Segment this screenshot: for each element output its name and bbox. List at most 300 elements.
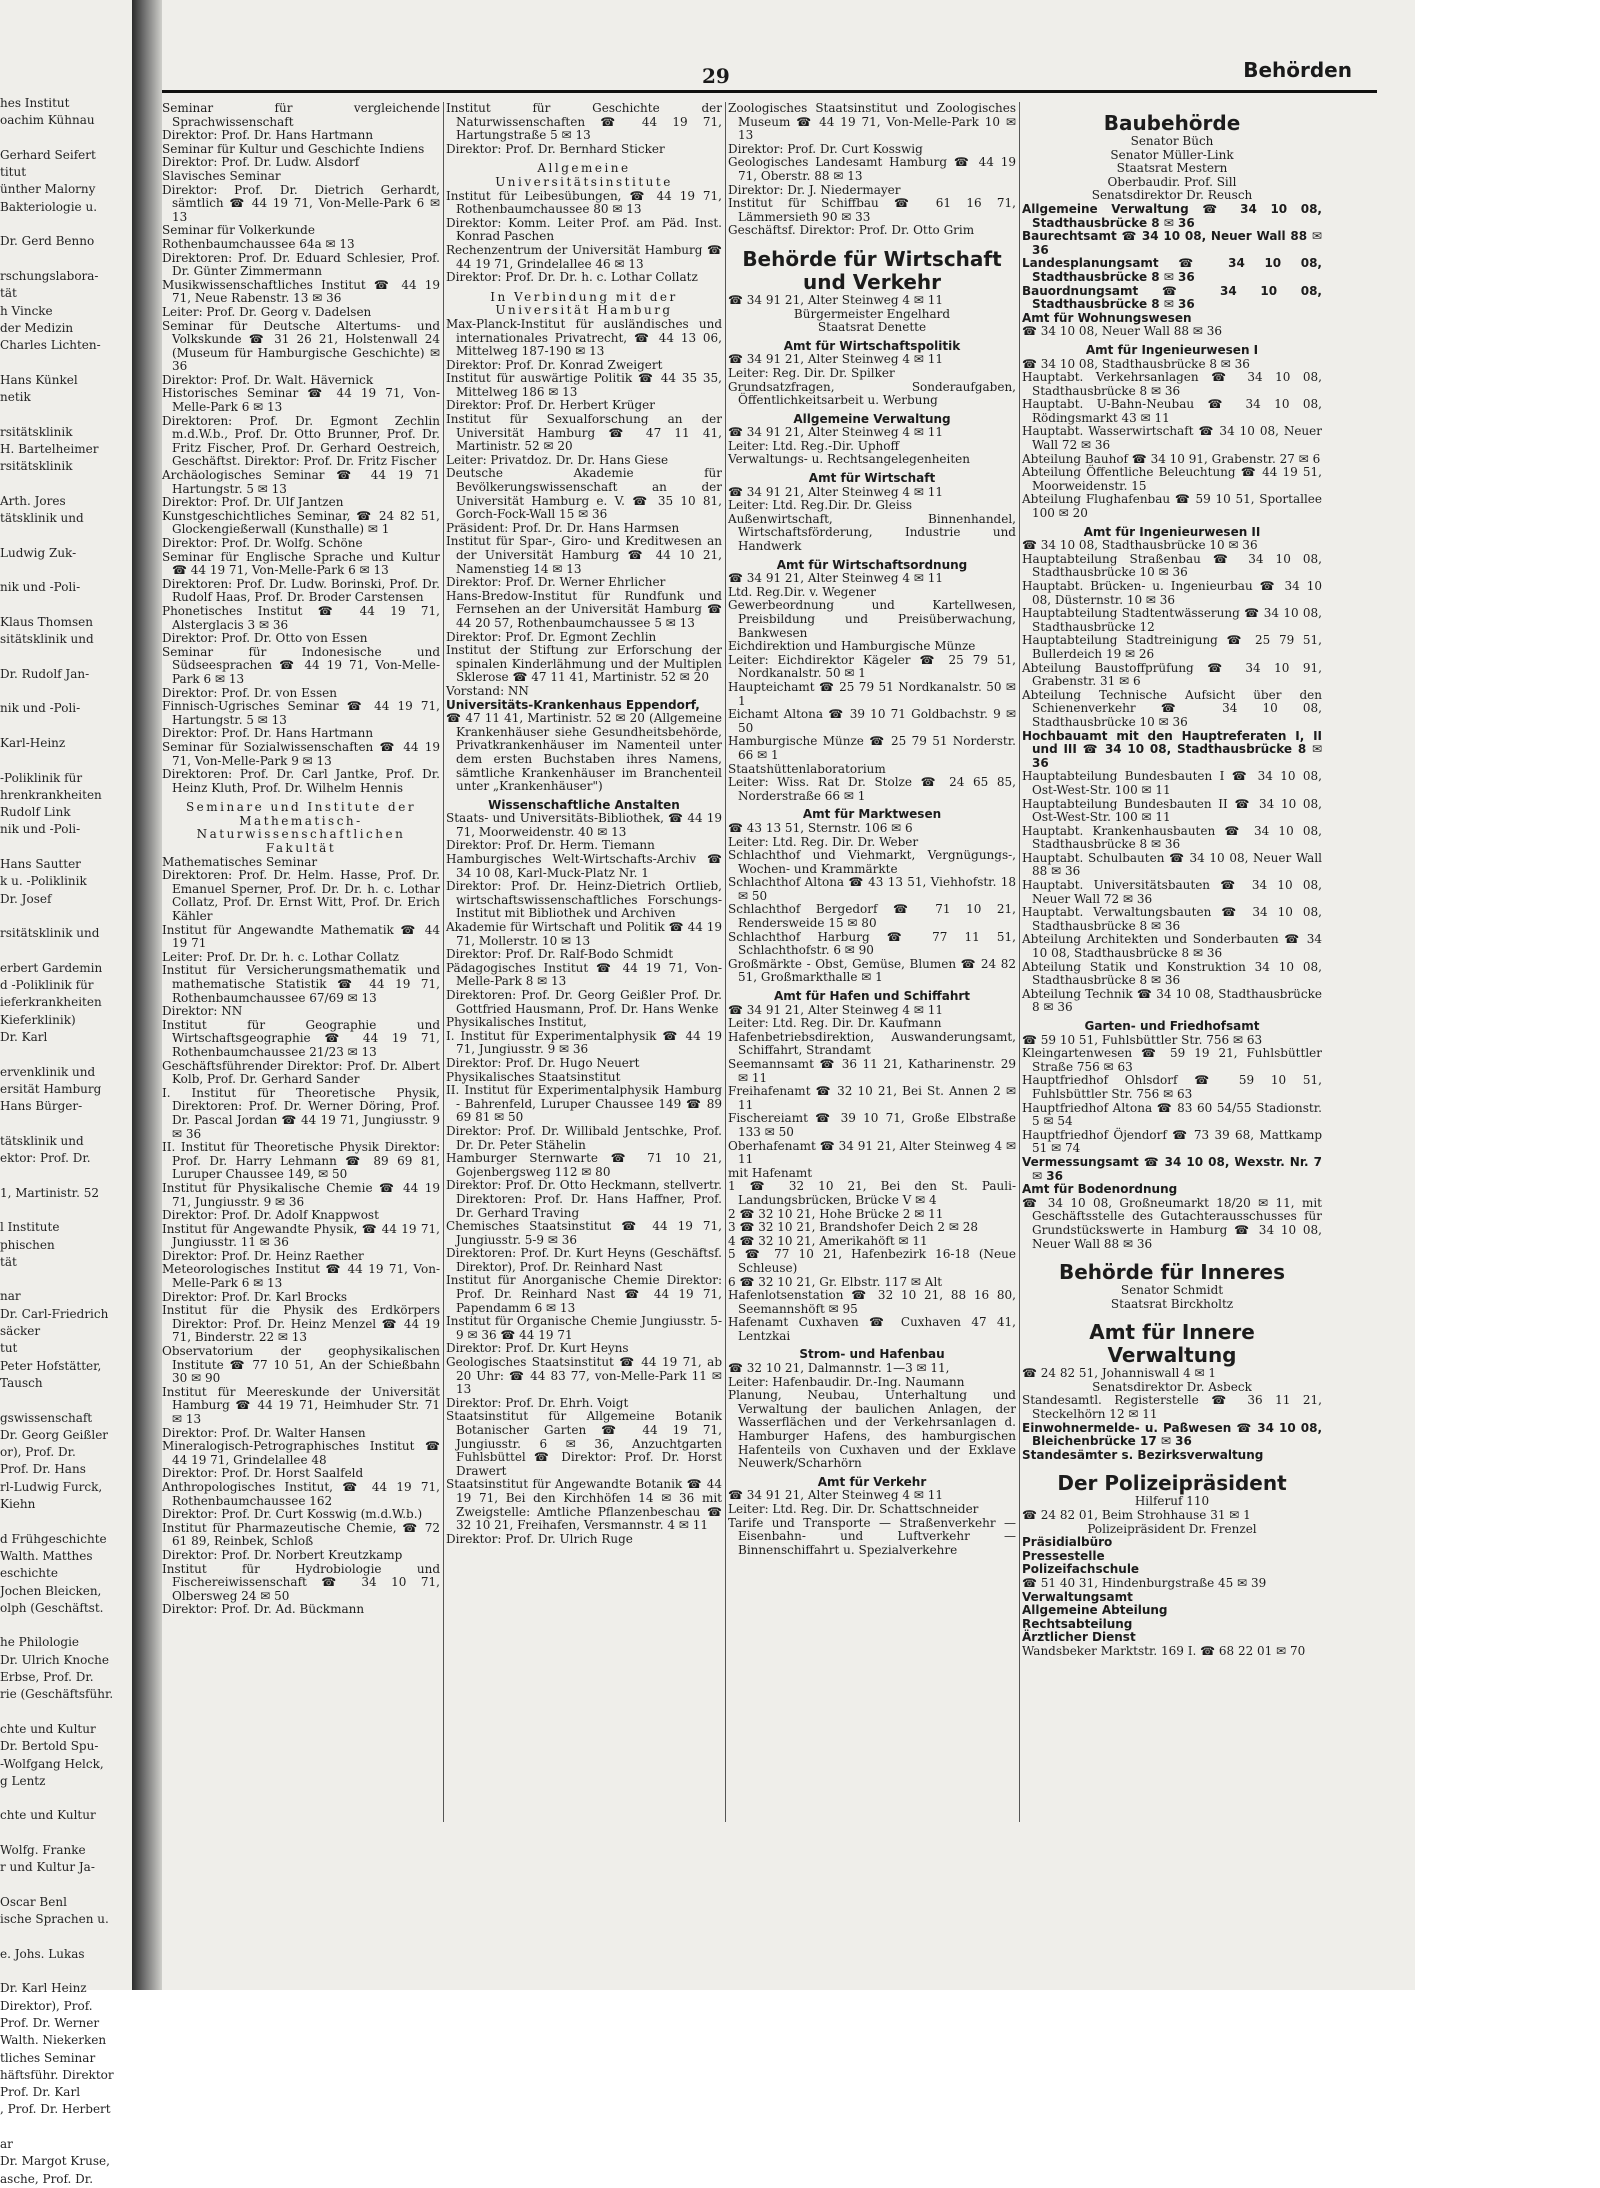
fragment-line: Jochen Bleicken,	[0, 1583, 102, 1598]
directory-entry: Direktor: Prof. Dr. Curt Kosswig	[728, 141, 923, 156]
directory-entry: Staatsinstitut für Allgemeine Botanik Botanischer Garten ☎ 44 19 71, Jungiusstr. 6 ✉ 36, Anzuchtgarten Fuhlsbüttel ☎ Direktor: Prof. Dr. Horst Drawert	[446, 1409, 722, 1478]
fragment-line: Charles Lichten-	[0, 338, 101, 353]
directory-entry: Anthropologisches Institut, ☎ 44 19 71, Rothenbaumchaussee 162	[162, 1479, 440, 1508]
directory-entry: Geologisches Landesamt Hamburg ☎ 44 19 71, Oberstr. 88 ✉ 13	[728, 155, 1016, 183]
section-heading: Amt für Verkehr	[817, 1474, 927, 1489]
directory-entry: ☎ 47 11 41, Martinistr. 52 ✉ 20 (Allgemeine Krankenhäuser siehe Gesundheitsbehörde, Privatkrankenhäuser im Namenteil unter dem ersten Buchstaben ihres Namens, sämtliche Krankenhäuser im Branchenteil unter „Krankenhäuser")	[446, 711, 722, 794]
column-rule	[725, 102, 726, 1822]
directory-entry: Institut für Pharmazeutische Chemie, ☎ 72 61 89, Reinbek, Schloß	[162, 1520, 440, 1549]
directory-entry: Leiter: Prof. Dr. Dr. h. c. Lothar Collatz	[162, 949, 399, 964]
directory-entry-bold: Polizeifachschule	[1022, 1562, 1140, 1577]
directory-entry-bold: Bauordnungsamt ☎ 34 10 08, Stadthausbrücke 8 ✉ 36	[1022, 283, 1322, 312]
directory-entry: Abteilung Bauhof ☎ 34 10 91, Grabenstr. 27 ✉ 6	[1022, 451, 1321, 466]
fragment-line: H. Bartelheimer	[0, 441, 99, 456]
directory-entry: Direktor: Prof. Dr. Werner Ehrlicher	[446, 575, 666, 590]
fragment-line: e. Johs. Lukas	[0, 1946, 85, 1961]
directory-entry-bold: Universitäts-Krankenhaus Eppendorf,	[446, 697, 700, 712]
directory-entry: Hauptabteilung Stadtentwässerung ☎ 34 10 08, Stadthausbrücke 12	[1022, 606, 1322, 634]
fragment-line: Hans Sautter	[0, 857, 81, 872]
directory-entry: Hauptabt. Wasserwirtschaft ☎ 34 10 08, Neuer Wall 72 ✉ 36	[1022, 424, 1322, 453]
fragment-line: 1, Martinistr. 52	[0, 1185, 99, 1200]
fragment-line: Dr. Karl Heinz	[0, 1981, 87, 1996]
directory-entry: Eichamt Altona ☎ 39 10 71 Goldbachstr. 9 ✉ 50	[728, 707, 1016, 735]
directory-entry: Hauptabt. Verwaltungsbauten ☎ 34 10 08, Stadthausbrücke 8 ✉ 36	[1022, 905, 1322, 933]
directory-entry: Institut der Stiftung zur Erforschung der spinalen Kinderlähmung und der Multiplen Sklerose ☎ 47 11 41, Martinistr. 52 ✉ 20	[446, 643, 722, 685]
fragment-line	[0, 1046, 132, 1063]
fragment-line: netik	[0, 390, 31, 405]
spaced-section-heading: In Verbindung mit der Universität Hamburg	[490, 289, 678, 318]
fragment-line	[0, 718, 132, 735]
directory-entry: Eichdirektion und Hamburgische Münze	[728, 639, 976, 654]
fragment-line	[0, 1704, 132, 1721]
directory-entry: Archäologisches Seminar ☎ 44 19 71 Hartungstr. 5 ✉ 13	[162, 468, 440, 496]
section-heading: Allgemeine Verwaltung	[793, 411, 951, 426]
fragment-line	[0, 1271, 132, 1288]
official-name: Oberbaudir. Prof. Sill	[1107, 174, 1237, 189]
directory-entry: ☎ 32 10 21, Dalmannstr. 1—3 ✉ 11,	[728, 1361, 950, 1376]
fragment-line: eschichte	[0, 1566, 58, 1581]
directory-entry: Direktor: Prof. Dr. Norbert Kreutzkamp	[162, 1547, 403, 1562]
page-number: 29	[702, 64, 730, 88]
directory-entry: Institut für Organische Chemie Jungiusstr. 5-9 ✉ 36 ☎ 44 19 71	[446, 1314, 722, 1342]
fragment-line: ersität Hamburg	[0, 1081, 102, 1096]
directory-entry-bold: Verwaltungsamt	[1022, 1589, 1133, 1604]
fragment-line: rschungslabora-	[0, 268, 99, 283]
directory-entry: Direktor: Komm. Leiter Prof. am Päd. Inst. Konrad Paschen	[446, 215, 722, 244]
directory-entry: ☎ 34 10 08, Großneumarkt 18/20 ✉ 11, mit Geschäftsstelle des Gutachterausschusses für Grundstückswerte in Hamburg ☎ 34 10 08, Neuer Wall 88 ✉ 36	[1022, 1195, 1322, 1251]
authority-heading: Behörde für Wirtschaft und Verkehr	[742, 246, 1002, 294]
column-2	[446, 102, 722, 1546]
header-rule	[162, 90, 1377, 93]
section-heading: Amt für Wirtschaftsordnung	[776, 557, 968, 572]
directory-entry: Hafenamt Cuxhaven ☎ Cuxhaven 47 41, Lentzkai	[728, 1315, 1016, 1343]
directory-entry: Direktor: Prof. Dr. Adolf Knappwost	[162, 1208, 379, 1223]
fragment-line	[0, 354, 132, 371]
directory-entry: Direktor: Prof. Dr. Ehrh. Voigt	[446, 1395, 629, 1410]
fragment-line: asche, Prof. Dr.	[0, 2171, 94, 2186]
fragment-line: he Philologie	[0, 1635, 80, 1650]
section-heading: Amt für Marktwesen	[802, 807, 942, 822]
directory-entry-bold: Allgemeine Abteilung	[1022, 1603, 1168, 1618]
directory-entry: 4 ☎ 32 10 21, Amerikahöft ✉ 11	[728, 1233, 928, 1248]
directory-entry: Hans-Bredow-Institut für Rundfunk und Fernsehen an der Universität Hamburg ☎ 44 20 57, Rothenbaumchaussee 5 ✉ 13	[446, 588, 722, 630]
directory-entry: ☎ 34 91 21, Alter Steinweg 4 ✉ 11	[728, 292, 943, 307]
section-heading: Amt für Hafen und Schiffahrt	[773, 989, 971, 1004]
fragment-line	[0, 2119, 132, 2136]
directory-entry: Institut für Geschichte der Naturwissenschaften ☎ 44 19 71, Hartungstraße 5 ✉ 13	[446, 101, 722, 143]
directory-entry: Institut für Anorganische Chemie Direktor: Prof. Dr. Reinhard Nast ☎ 44 19 71, Papendamm 6 ✉ 13	[446, 1273, 722, 1315]
directory-entry: Direktor: Prof. Dr. Ludw. Alsdorf	[162, 155, 360, 170]
directory-entry-bold: Einwohnermelde- u. Paßwesen ☎ 34 10 08, Bleichenbrücke 17 ✉ 36	[1022, 1420, 1322, 1449]
section-heading: Wissenschaftliche Anstalten	[488, 797, 680, 812]
directory-entry: Direktor: Prof. Dr. Otto Heckmann, stellvertr. Direktoren: Prof. Dr. Hans Haffner, Prof. Dr. Gerhard Traving	[446, 1178, 722, 1220]
directory-entry: Leiter: Ltd. Reg. Dir. Dr. Schattschneider	[728, 1502, 979, 1516]
directory-entry: Institut für Angewandte Mathematik ☎ 44 19 71	[162, 922, 440, 951]
official-name: Senator Schmidt	[1120, 1283, 1224, 1298]
directory-entry: Institut für Sexualforschung an der Universität Hamburg ☎ 47 11 41, Martinistr. 52 ✉ 20	[446, 412, 722, 454]
directory-entry: Wandsbeker Marktstr. 169 I. ☎ 68 22 01 ✉ 70	[1022, 1643, 1306, 1658]
fragment-line	[0, 1167, 132, 1184]
fragment-line: Oscar Benl	[0, 1894, 67, 1909]
official-name: Bürgermeister Engelhard	[793, 306, 951, 321]
directory-entry: Hamburgisches Welt-Wirtschafts-Archiv ☎ 34 10 08, Karl-Muck-Platz Nr. 1	[446, 852, 722, 880]
directory-entry: Abteilung Baustoffprüfung ☎ 34 10 91, Grabenstr. 31 ✉ 6	[1022, 660, 1322, 689]
fragment-line: g Lentz	[0, 1773, 46, 1788]
directory-entry: Direktor: Prof. Dr. Dr. h. c. Lothar Collatz	[446, 270, 698, 285]
directory-entry: Observatorium der geophysikalischen Institute ☎ 77 10 51, An der Schießbahn 30 ✉ 90	[162, 1344, 440, 1386]
directory-entry: Direktor: Prof. Dr. Herm. Tiemann	[446, 838, 655, 853]
directory-entry: Hauptabteilung Straßenbau ☎ 34 10 08, Stadthausbrücke 10 ✉ 36	[1022, 551, 1322, 580]
directory-entry: Mineralogisch-Petrographisches Institut ☎ 44 19 71, Grindelallee 48	[162, 1439, 440, 1467]
fragment-line: Kiehn	[0, 1497, 36, 1512]
directory-entry: Direktor: Prof. Dr. Heinz Raether	[162, 1248, 364, 1263]
directory-entry-bold: Präsidialbüro	[1022, 1535, 1113, 1550]
directory-entry-bold: Standesämter s. Bezirksverwaltung	[1022, 1447, 1264, 1462]
directory-entry: Leiter: Ltd. Reg.Dir. Dr. Gleiss	[728, 498, 913, 513]
fragment-line	[0, 1963, 132, 1980]
official-name: Senator Müller-Link	[1110, 147, 1234, 162]
directory-entry: Abteilung Flughafenbau ☎ 59 10 51, Sportallee 100 ✉ 20	[1022, 492, 1322, 521]
fragment-line: Dr. Margot Kruse,	[0, 2154, 110, 2169]
directory-entry: Abteilung Architekten und Sonderbauten ☎ 34 10 08, Stadthausbrücke 8 ✉ 36	[1022, 932, 1322, 961]
fragment-line: ervenklinik und	[0, 1064, 96, 1079]
fragment-line: rie (Geschäftsführ.	[0, 1687, 114, 1702]
directory-entry: Außenwirtschaft, Binnenhandel, Wirtschaftsförderung, Industrie und Handwerk	[728, 511, 1016, 554]
directory-entry: Freihafenamt ☎ 32 10 21, Bei St. Annen 2 ✉ 11	[728, 1084, 1016, 1112]
directory-entry: ☎ 43 13 51, Sternstr. 106 ✉ 6	[728, 820, 913, 835]
directory-entry: ☎ 34 91 21, Alter Steinweg 4 ✉ 11	[728, 1488, 943, 1503]
directory-entry: Leiter: Wiss. Rat Dr. Stolze ☎ 24 65 85, Norderstraße 66 ✉ 1	[728, 775, 1016, 803]
fragment-line: Gerhard Seifert	[0, 147, 96, 162]
directory-entry: Leiter: Reg. Dir. Dr. Spilker	[728, 365, 895, 380]
directory-entry: Schlachthof Bergedorf ☎ 71 10 21, Rendersweide 15 ✉ 80	[728, 902, 1016, 931]
fragment-line: Erbse, Prof. Dr.	[0, 1670, 94, 1685]
running-head: Behörden	[1243, 58, 1352, 82]
directory-entry: Seminar für Volkerkunde	[162, 223, 315, 238]
directory-entry: 3 ☎ 32 10 21, Brandshofer Deich 2 ✉ 28	[728, 1220, 979, 1235]
fragment-line: k u. -Poliklinik	[0, 874, 87, 889]
fragment-line	[0, 943, 132, 960]
directory-entry: Hauptabt. Universitätsbauten ☎ 34 10 08, Neuer Wall 72 ✉ 36	[1022, 878, 1322, 906]
directory-entry: Institut für Spar-, Giro- und Kreditwesen an der Universität Hamburg ☎ 44 10 21, Namenstieg 14 ✉ 13	[446, 534, 722, 576]
directory-entry: Direktor: Prof. Dr. Hans Hartmann	[162, 128, 374, 143]
fragment-line	[0, 597, 132, 614]
official-name: Staatsrat Mestern	[1116, 161, 1228, 176]
directory-entry: ☎ 34 10 08, Neuer Wall 88 ✉ 36	[1022, 324, 1222, 339]
fragment-line: Rudolf Link	[0, 805, 71, 820]
directory-entry: Mathematisches Seminar	[162, 854, 318, 869]
fragment-line	[0, 1202, 132, 1219]
directory-entry: Fischereiamt ☎ 39 10 71, Große Elbstraße 133 ✉ 50	[728, 1111, 1016, 1139]
directory-entry: Haupteichamt ☎ 25 79 51 Nordkanalstr. 50 ✉ 1	[728, 679, 1016, 708]
previous-page-fragment	[0, 95, 132, 2186]
fragment-line: phischen	[0, 1237, 55, 1252]
fragment-line: ische Sprachen u.	[0, 1912, 109, 1927]
fragment-line: Bakteriologie u.	[0, 199, 98, 214]
fragment-line: nik und -Poli-	[0, 822, 81, 837]
directory-entry: Hafenlotsenstation ☎ 32 10 21, 88 16 80, Seemannshöft ✉ 95	[728, 1288, 1016, 1316]
directory-entry: Akademie für Wirtschaft und Politik ☎ 44 19 71, Mollerstr. 10 ✉ 13	[446, 920, 722, 948]
fragment-line: tätsklinik und	[0, 511, 84, 526]
directory-entry: Seminar für Englische Sprache und Kultur ☎ 44 19 71, Von-Melle-Park 6 ✉ 13	[162, 549, 440, 578]
directory-entry: Max-Planck-Institut für ausländisches und internationales Privatrecht, ☎ 44 13 06, Mittelweg 187-190 ✉ 13	[446, 316, 722, 359]
fragment-line: tut	[0, 1341, 18, 1356]
directory-entry: Direktor: Prof. Dr. Karl Brocks	[162, 1289, 347, 1304]
directory-entry: Institut für Schiffbau ☎ 61 16 71, Lämmersieth 90 ✉ 33	[728, 196, 1016, 224]
fragment-line: Dr. Rudolf Jan-	[0, 666, 90, 681]
directory-entry: Hauptfriedhof Altona ☎ 83 60 54/55 Stadionstr. 5 ✉ 54	[1022, 1100, 1322, 1129]
directory-entry: Direktor: Prof. Dr. Konrad Zweigert	[446, 357, 663, 372]
directory-entry: Zoologisches Staatsinstitut und Zoologisches Museum ☎ 44 19 71, Von-Melle-Park 10 ✉ 13	[728, 101, 1016, 143]
official-name: Senatsdirektor Dr. Asbeck	[1092, 1379, 1252, 1394]
fragment-line: sitätsklinik und	[0, 632, 94, 647]
directory-entry: Planung, Neubau, Unterhaltung und Verwaltung der baulichen Anlagen, der Wasserflächen und der Verkehrsanlagen d. Hamburger Hafens, des hamburgischen Hafenteils von Cuxhaven und der Exklave Neuwerk/Scharhörn	[728, 1388, 1016, 1471]
directory-entry: Pädagogisches Institut ☎ 44 19 71, Von-Melle-Park 8 ✉ 13	[446, 960, 722, 989]
directory-entry: ☎ 34 91 21, Alter Steinweg 4 ✉ 11	[728, 352, 943, 367]
directory-entry: Verwaltungs- u. Rechtsangelegenheiten	[728, 452, 971, 467]
directory-entry: 1 ☎ 32 10 21, Bei den St. Pauli-Landungsbrücken, Brücke V ✉ 4	[728, 1179, 1016, 1207]
fragment-line: hes Institut	[0, 96, 70, 110]
directory-entry: Geschäftsführender Direktor: Prof. Dr. Albert Kolb, Prof. Dr. Gerhard Sander	[162, 1058, 440, 1087]
fragment-line: -Poliklinik für	[0, 770, 83, 785]
directory-entry: mit Hafenamt	[728, 1165, 813, 1180]
fragment-line	[0, 130, 132, 147]
section-heading: Amt für Ingenieurwesen I	[1085, 342, 1259, 357]
directory-entry: ☎ 34 91 21, Alter Steinweg 4 ✉ 11	[728, 571, 943, 586]
directory-entry: Abteilung Statik und Konstruktion 34 10 08, Stadthausbrücke 8 ✉ 36	[1022, 959, 1322, 988]
directory-entry-bold: Allgemeine Verwaltung ☎ 34 10 08, Stadthausbrücke 8 ✉ 36	[1022, 201, 1322, 230]
directory-entry: Chemisches Staatsinstitut ☎ 44 19 71, Jungiusstr. 5-9 ✉ 36	[446, 1219, 722, 1247]
directory-entry: Seminar für Indonesische und Südseesprachen ☎ 44 19 71, Von-Melle-Park 6 ✉ 13	[162, 644, 440, 686]
directory-entry: Hauptabteilung Bundesbauten II ☎ 34 10 08, Ost-West-Str. 100 ✉ 11	[1022, 796, 1322, 825]
fragment-line: hrenkrankheiten	[0, 787, 102, 802]
official-name: Polizeipräsident Dr. Frenzel	[1087, 1521, 1257, 1536]
directory-entry-bold: Hochbauamt mit den Hauptreferaten I, II und III ☎ 34 10 08, Stadthausbrücke 8 ✉ 36	[1022, 728, 1322, 770]
spaced-section-heading: Allgemeine Universitätsinstitute	[495, 161, 673, 189]
directory-entry-bold: Rechtsabteilung	[1022, 1616, 1133, 1631]
directory-entry: Gewerbeordnung und Kartellwesen, Preisbildung und Preisüberwachung, Bankwesen	[728, 598, 1016, 640]
spaced-section-heading: Seminare und Institute der Mathematisch-Naturwissenschaftlichen Fakultät	[185, 800, 417, 856]
fragment-line	[0, 1617, 132, 1634]
fragment-line: -Wolfgang Helck,	[0, 1756, 104, 1771]
fragment-line	[0, 1877, 132, 1894]
fragment-line	[0, 476, 132, 493]
column-3	[728, 102, 1016, 1557]
fragment-line	[0, 1513, 132, 1530]
fragment-line	[0, 839, 132, 856]
column-rule	[1019, 102, 1020, 1822]
directory-entry: Historisches Seminar ☎ 44 19 71, Von-Melle-Park 6 ✉ 13	[162, 386, 440, 415]
authority-heading: Amt für Innere Verwaltung	[1089, 1320, 1255, 1368]
directory-entry: Direktor: Prof. Dr. Walter Hansen	[162, 1425, 366, 1440]
directory-entry: Institut für Meereskunde der Universität Hamburg ☎ 44 19 71, Heimhuder Str. 71 ✉ 13	[162, 1384, 440, 1426]
fragment-line	[0, 216, 132, 233]
directory-entry: Vorstand: NN	[446, 683, 529, 698]
fragment-line: r und Kultur Ja-	[0, 1860, 95, 1875]
authority-heading: Baubehörde	[1103, 111, 1241, 135]
fragment-line: chte und Kultur	[0, 1808, 96, 1823]
fragment-line: ektor: Prof. Dr.	[0, 1151, 91, 1166]
directory-entry: Seemannsamt ☎ 36 11 21, Katharinenstr. 29 ✉ 11	[728, 1057, 1016, 1085]
section-heading: Amt für Ingenieurwesen II	[1083, 524, 1261, 539]
fragment-line: Kieferklinik)	[0, 1012, 76, 1027]
directory-entry: Direktor: Dr. J. Niedermayer	[728, 182, 901, 197]
directory-entry: ☎ 24 82 51, Johanniswall 4 ✉ 1	[1022, 1366, 1217, 1381]
official-name: Staatsrat Denette	[817, 320, 927, 335]
section-heading: Amt für Wirtschaftspolitik	[783, 338, 961, 353]
fragment-line: tliches Seminar	[0, 2050, 96, 2065]
directory-entry: ☎ 34 10 08, Stadthausbrücke 8 ✉ 36	[1022, 356, 1250, 371]
directory-entry: Direktor: Prof. Dr. Otto von Essen	[162, 631, 368, 646]
fragment-line	[0, 251, 132, 268]
directory-entry: Schlachthof und Viehmarkt, Vergnügungs-, Wochen- und Krammärkte	[728, 848, 1016, 876]
fragment-line	[0, 1928, 132, 1945]
directory-entry: Direktor: NN	[162, 1004, 243, 1019]
fragment-line: , Prof. Dr. Herbert	[0, 2102, 111, 2117]
directory-entry: Leiter: Privatdoz. Dr. Dr. Hans Giese	[446, 452, 669, 467]
directory-entry: Direktor: Prof. Dr. Bernhard Sticker	[446, 141, 665, 156]
fragment-line: Dr. Gerd Benno	[0, 234, 95, 249]
directory-entry: Direktor: Prof. Dr. Curt Kosswig (m.d.W.b.)	[162, 1507, 423, 1522]
fragment-line: Direktor), Prof.	[0, 1998, 93, 2013]
directory-entry: Institut für Angewandte Physik, ☎ 44 19 71, Jungiusstr. 11 ✉ 36	[162, 1221, 440, 1250]
directory-entry: Direktor: Prof. Dr. Dietrich Gerhardt, sämtlich ☎ 44 19 71, Von-Melle-Park 6 ✉ 13	[162, 182, 440, 224]
directory-entry: 6 ☎ 32 10 21, Gr. Elbstr. 117 ✉ Alt	[728, 1274, 943, 1289]
directory-entry: Leiter: Ltd. Reg.-Dir. Uphoff	[728, 438, 899, 453]
directory-entry: I. Institut für Experimentalphysik ☎ 44 19 71, Jungiusstr. 9 ✉ 36	[446, 1028, 722, 1057]
directory-entry: ☎ 59 10 51, Fuhlsbüttler Str. 756 ✉ 63	[1022, 1032, 1263, 1047]
fragment-line	[0, 649, 132, 666]
column-1	[162, 102, 440, 1617]
directory-entry-bold: Ärztlicher Dienst	[1022, 1630, 1136, 1645]
fragment-line: rsitätsklinik	[0, 424, 73, 439]
fragment-line: Prof. Dr. Karl	[0, 2085, 81, 2100]
official-name: Hilferuf 110	[1134, 1494, 1210, 1509]
fragment-line: tät	[0, 1254, 17, 1269]
fragment-line: olph (Geschäftst.	[0, 1600, 104, 1615]
fragment-line: Peter Hofstätter,	[0, 1358, 102, 1373]
directory-entry: Kunstgeschichtliches Seminar, ☎ 24 82 51, Glockengießerwall (Kunsthalle) ✉ 1	[162, 508, 440, 537]
fragment-line: Dr. Bertold Spu-	[0, 1739, 99, 1754]
fragment-line: Dr. Carl-Friedrich	[0, 1306, 109, 1321]
directory-entry: Tarife und Transporte — Straßenverkehr — Eisenbahn- und Luftverkehr — Binnenschiffahrt u. Spezialverkehre	[728, 1515, 1016, 1557]
directory-entry: Direktor: Prof. Dr. Willibald Jentschke, Prof. Dr. Dr. Peter Stähelin	[446, 1123, 722, 1152]
directory-entry: Direktoren: Prof. Dr. Egmont Zechlin m.d.W.b., Prof. Dr. Otto Brunner, Prof. Dr. Fritz Fischer, Prof. Dr. Gerhard Oestreich, Geschäftst. Direktor: Prof. Dr. Fritz Fischer	[162, 413, 440, 469]
directory-entry: Institut für Versicherungsmathematik und mathematische Statistik ☎ 44 19 71, Rothenbaumchaussee 67/69 ✉ 13	[162, 963, 440, 1005]
directory-entry: Direktor: Prof. Dr. Kurt Heyns	[446, 1341, 629, 1356]
directory-entry-bold: Vermessungsamt ☎ 34 10 08, Wexstr. Nr. 7 ✉ 36	[1022, 1154, 1322, 1183]
fragment-line: Ludwig Zuk-	[0, 545, 77, 560]
fragment-line	[0, 1790, 132, 1807]
directory-entry: Meteorologisches Institut ☎ 44 19 71, Von-Melle-Park 6 ✉ 13	[162, 1262, 440, 1291]
directory-entry: Hauptabteilung Bundesbauten I ☎ 34 10 08, Ost-West-Str. 100 ✉ 11	[1022, 769, 1322, 797]
fragment-line: chte und Kultur	[0, 1721, 96, 1736]
directory-entry: Hauptabt. Brücken- u. Ingenieurbau ☎ 34 10 08, Düsternstr. 10 ✉ 36	[1022, 579, 1322, 607]
fragment-line: nik und -Poli-	[0, 701, 81, 716]
fragment-line: ünther Malorny	[0, 182, 96, 197]
directory-entry: Direktoren: Prof. Dr. Helm. Hasse, Prof. Dr. Emanuel Sperner, Prof. Dr. Dr. h. c. Lothar Collatz, Prof. Dr. Ernst Witt, Prof. Dr. Erich Kähler	[162, 868, 440, 924]
authority-heading: Der Polizeipräsident	[1057, 1471, 1287, 1496]
directory-entry: Hauptfriedhof Ohlsdorf ☎ 59 10 51, Fuhlsbüttler Str. 756 ✉ 63	[1022, 1073, 1322, 1101]
directory-entry: Physikalisches Institut,	[446, 1015, 587, 1030]
directory-entry: Direktor: Prof. Dr. Ralf-Bodo Schmidt	[446, 947, 674, 962]
directory-entry-bold: Baurechtsamt ☎ 34 10 08, Neuer Wall 88 ✉ 36	[1022, 229, 1322, 257]
fragment-line	[0, 527, 132, 544]
directory-entry: ☎ 34 10 08, Stadthausbrücke 10 ✉ 36	[1022, 538, 1258, 553]
fragment-line	[0, 406, 132, 423]
directory-entry: ☎ 34 91 21, Alter Steinweg 4 ✉ 11	[728, 484, 943, 499]
directory-entry: Leiter: Ltd. Reg. Dir. Dr. Weber	[728, 834, 919, 849]
fragment-line: l Institute	[0, 1220, 60, 1235]
fragment-line: Klaus Thomsen	[0, 614, 93, 629]
official-name: Senatsdirektor Dr. Reusch	[1091, 188, 1253, 203]
directory-entry: Hauptabt. Verkehrsanlagen ☎ 34 10 08, Stadthausbrücke 8 ✉ 36	[1022, 370, 1322, 398]
fragment-line: Hans Bürger-	[0, 1099, 83, 1114]
directory-entry: Schlachthof Altona ☎ 43 13 51, Viehhofstr. 18 ✉ 50	[728, 875, 1016, 903]
fragment-line: rsitätsklinik	[0, 459, 73, 474]
directory-entry: Großmärkte - Obst, Gemüse, Blumen ☎ 24 82 51, Großmarkthalle ✉ 1	[728, 956, 1016, 985]
directory-entry: Kleingartenwesen ☎ 59 19 21, Fuhlsbüttler Straße 756 ✉ 63	[1022, 1046, 1322, 1074]
directory-entry: Präsident: Prof. Dr. Dr. Hans Harmsen	[446, 520, 680, 535]
directory-entry: Institut für die Physik des Erdkörpers Direktor: Prof. Dr. Heinz Menzel ☎ 44 19 71, Binderstr. 22 ✉ 13	[162, 1303, 440, 1345]
directory-entry: Staatsinstitut für Angewandte Botanik ☎ 44 19 71, Bei den Kirchhöfen 14 ✉ 36 mit Zweigstelle: Amtliche Pflanzenbeschau ☎ 32 10 21, Freihafen, Versmannstr. 4 ✉ 11	[446, 1477, 722, 1533]
fragment-line: Karl-Heinz	[0, 735, 66, 750]
fragment-line	[0, 683, 132, 700]
directory-page	[162, 50, 1415, 1990]
directory-entry: Slavisches Seminar	[162, 168, 281, 183]
directory-entry: Grundsatzfragen, Sonderaufgaben, Öffentlichkeitsarbeit u. Werbung	[728, 379, 1016, 408]
fragment-line: tät	[0, 286, 17, 301]
directory-entry: Direktor: Prof. Dr. Egmont Zechlin	[446, 629, 657, 644]
section-heading: Strom- und Hafenbau	[799, 1347, 945, 1362]
fragment-line	[0, 1116, 132, 1133]
directory-entry: Hauptabt. Krankenhausbauten ☎ 34 10 08, Stadthausbrücke 8 ✉ 36	[1022, 823, 1322, 852]
directory-entry: Hauptabt. U-Bahn-Neubau ☎ 34 10 08, Rödingsmarkt 43 ✉ 11	[1022, 397, 1322, 425]
directory-entry: ☎ 34 91 21, Alter Steinweg 4 ✉ 11	[728, 1002, 943, 1017]
fragment-line: gswissenschaft	[0, 1410, 93, 1425]
directory-entry: Oberhafenamt ☎ 34 91 21, Alter Steinweg 4 ✉ 11	[728, 1138, 1016, 1167]
directory-entry: Leiter: Hafenbaudir. Dr.-Ing. Naumann	[728, 1374, 965, 1389]
directory-entry: Seminar für Sozialwissenschaften ☎ 44 19 71, Von-Melle-Park 9 ✉ 13	[162, 739, 440, 768]
fragment-line	[0, 562, 132, 579]
directory-entry: Direktoren: Prof. Dr. Georg Geißler Prof. Dr. Gottfried Hausmann, Prof. Dr. Hans Wenke	[446, 988, 722, 1016]
directory-entry-bold: Pressestelle	[1022, 1548, 1105, 1563]
directory-entry: Institut für Physikalische Chemie ☎ 44 19 71, Jungiusstr. 9 ✉ 36	[162, 1180, 440, 1209]
fragment-line: Dr. Karl	[0, 1030, 48, 1045]
directory-entry: ☎ 34 91 21, Alter Steinweg 4 ✉ 11	[728, 425, 943, 440]
fragment-line	[0, 908, 132, 925]
section-heading: Garten- und Friedhofsamt	[1084, 1019, 1260, 1033]
directory-entry-bold: Amt für Wohnungswesen	[1022, 310, 1192, 325]
directory-entry: Finnisch-Ugrisches Seminar ☎ 44 19 71, Hartungstr. 5 ✉ 13	[162, 699, 440, 727]
directory-entry: Direktor: Prof. Dr. Hugo Neuert	[446, 1055, 640, 1070]
fragment-line: Walth. Niekerken	[0, 2033, 107, 2048]
directory-entry: Rechenzentrum der Universität Hamburg ☎ 44 19 71, Grindelallee 46 ✉ 13	[446, 242, 722, 271]
directory-entry: Direktor: Prof. Dr. Hans Hartmann	[162, 726, 374, 741]
directory-entry: Direktoren: Prof. Dr. Ludw. Borinski, Prof. Dr. Rudolf Haas, Prof. Dr. Broder Carstensen	[162, 576, 440, 605]
fragment-line: rsitätsklinik und	[0, 926, 100, 941]
directory-entry: 5 ☎ 77 10 21, Hafenbezirk 16-18 (Neue Schleuse)	[728, 1247, 1016, 1275]
directory-entry: Abteilung Technische Aufsicht über den Schienenverkehr ☎ 34 10 08, Stadthausbrücke 10 ✉ 36	[1022, 687, 1322, 729]
fragment-line: Arth. Jores	[0, 493, 66, 508]
official-name: Staatsrat Birckholtz	[1110, 1296, 1234, 1311]
fragment-line: ieferkrankheiten	[0, 995, 102, 1010]
directory-entry-bold: Landesplanungsamt ☎ 34 10 08, Stadthausbrücke 8 ✉ 36	[1022, 256, 1322, 284]
directory-entry: Direktoren: Prof. Dr. Eduard Schlesier, Prof. Dr. Günter Zimmermann	[162, 250, 440, 279]
fragment-line: oachim Kühnau	[0, 113, 95, 128]
directory-entry: II. Institut für Theoretische Physik Direktor: Prof. Dr. Harry Lehmann ☎ 89 69 81, Luruper Chaussee 149, ✉ 50	[162, 1140, 440, 1182]
fragment-line: Dr. Ulrich Knoche	[0, 1652, 109, 1667]
